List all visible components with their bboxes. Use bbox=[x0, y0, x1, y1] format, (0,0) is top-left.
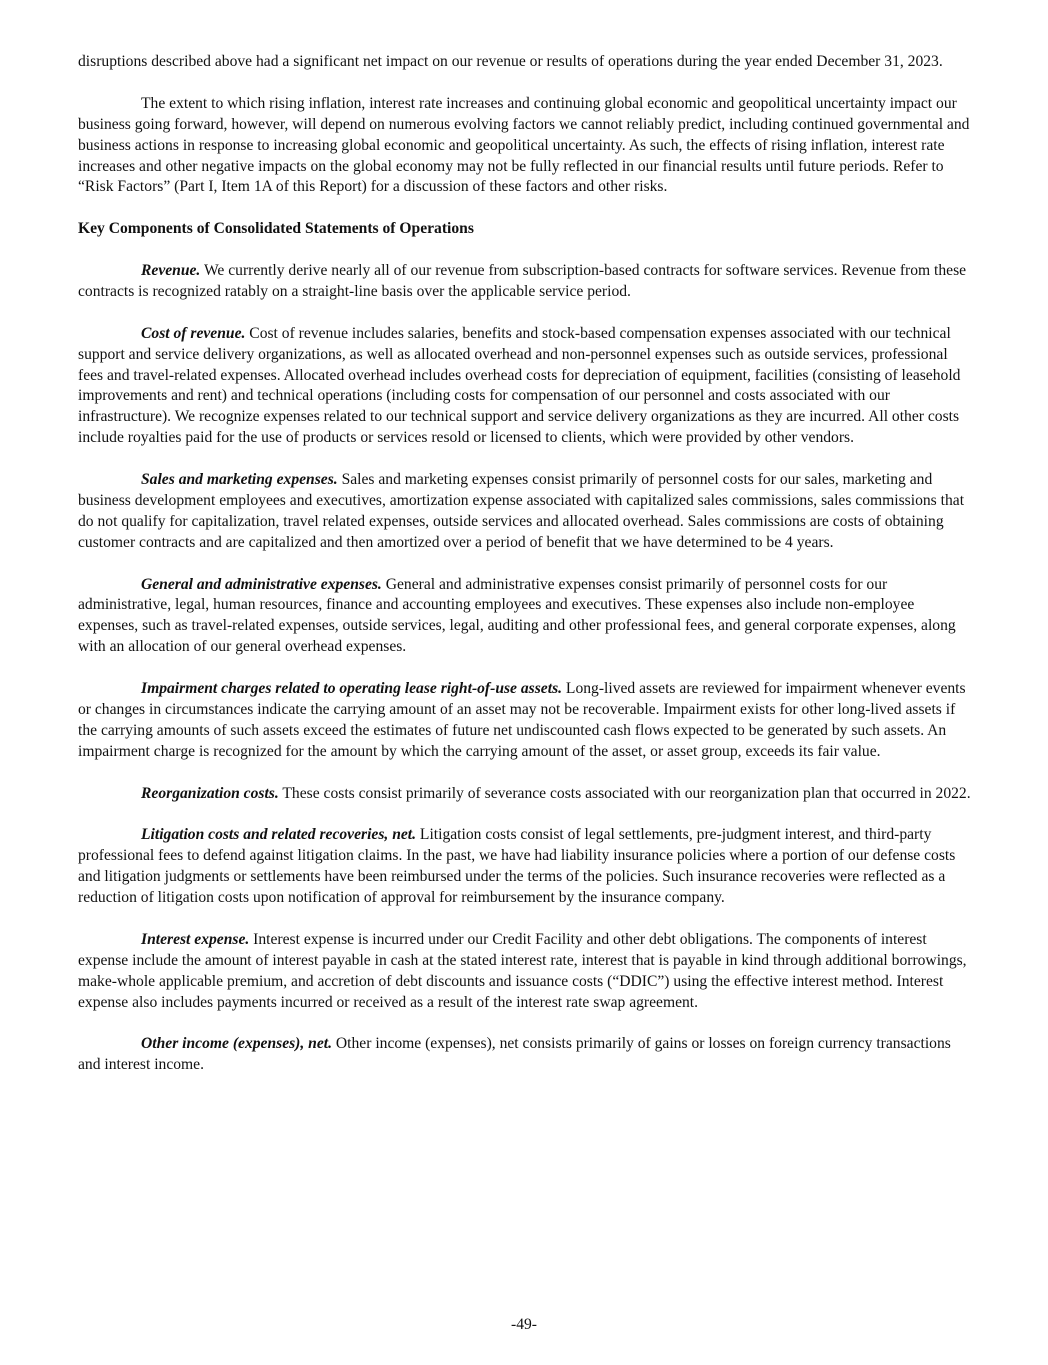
document-body bbox=[78, 52, 972, 1097]
item-text: These costs consist primarily of severance costs associated with our reorganization plan that occurred in 2022. bbox=[278, 784, 971, 802]
item-text: Litigation costs consist of legal settlements, pre-judgment interest, and third-party professional fees to defend against litigation claims. In the past, we have had liability insurance policies where a portion of our defense costs and litigation judgments or settlements have been reimbursed under the terms of the policies. Such insurance recoveries were reflected as a reduction of litigation costs upon notification of approval for reimbursement by the insurance company. bbox=[78, 826, 956, 907]
section-heading: Key Components of Consolidated Statements of Operations bbox=[78, 220, 474, 238]
item-text: Other income (expenses), net consists primarily of gains or losses on foreign currency transactions and interest income. bbox=[78, 1035, 951, 1074]
item-text: Interest expense is incurred under our Credit Facility and other debt obligations. The components of interest expense include the amount of interest payable in cash at the stated interest rate, interest that is payable in kind through additional borrowings, make-whole applicable premium, and accretion of debt discounts and issuance costs (“DDIC”) using the effective interest method. Interest expense also includes payments incurred or received as a result of the interest rate swap agreement. bbox=[78, 930, 967, 1011]
item-term: Litigation costs and related recoveries, net. bbox=[141, 826, 417, 844]
item-term: Cost of revenue. bbox=[141, 324, 246, 342]
item-term: Other income (expenses), net. bbox=[141, 1035, 333, 1053]
item-litigation-costs bbox=[78, 825, 972, 909]
item-sales-marketing bbox=[78, 470, 972, 554]
page-number: -49- bbox=[511, 1316, 537, 1333]
item-term: Impairment charges related to operating lease right-of-use assets. bbox=[141, 680, 563, 698]
item-text: Sales and marketing expenses consist primarily of personnel costs for our sales, marketing and business development employees and executives, amortization expense associated with capitalized sales commissions, sales commissions that do not qualify for capitalization, travel related expenses, outside services and allocated overhead. Sales commissions are costs of obtaining customer contracts and are capitalized and then amortized over a period of benefit that we have determined to be 4 years. bbox=[78, 471, 965, 551]
item-general-administrative bbox=[78, 575, 972, 659]
item-text: Long-lived assets are reviewed for impairment whenever events or changes in circumstances indicate the carrying amount of an asset may not be recoverable. Impairment exists for other long-lived assets if the carrying amounts of such assets exceed the estimates of future net undiscounted cash flows expected to be generated by such assets. An impairment charge is recognized for the amount by which the carrying amount of the asset, or asset group, exceeds its fair value. bbox=[78, 680, 966, 760]
paragraph-continuation: disruptions described above had a significant net impact on our revenue or results of operations during the year ended December 31, 2023. bbox=[78, 53, 943, 70]
item-revenue bbox=[78, 261, 972, 303]
paragraph-inflation: The extent to which rising inflation, interest rate increases and continuing global economic and geopolitical uncertainty impact our business going forward, however, will depend on numerous evolving factors we cannot reliably predict, including continued governmental and business actions in response to increasing global economic and geopolitical uncertainty. As such, the effects of rising inflation, interest rate increases and other negative impacts on the global economy may not be fully reflected in our financial results until future periods. Refer to “Risk Factors” (Part I, Item 1A of this Report) for a discussion of these factors and other risks. bbox=[78, 94, 970, 196]
item-term: General and administrative expenses. bbox=[141, 575, 382, 593]
item-term: Interest expense. bbox=[141, 930, 250, 948]
item-interest-expense bbox=[78, 930, 972, 1014]
item-text: Cost of revenue includes salaries, benefits and stock-based compensation expenses associated with our technical support and service delivery organizations, as well as allocated overhead and non-personnel expenses such as outside services, professional fees and travel-related expenses. Allocated overhead includes overhead costs for depreciation of equipment, facilities (consisting of leasehold improvements and rent) and technical operations (including costs for compensation of our personnel and costs associated with our infrastructure). We recognize expenses related to our technical support and service delivery organizations as they are incurred. All other costs include royalties paid for the use of products or services resold or licensed to clients, which were provided by other vendors. bbox=[78, 324, 961, 447]
item-cost-of-revenue bbox=[78, 324, 972, 449]
item-other-income bbox=[78, 1034, 972, 1076]
item-impairment-charges bbox=[78, 679, 972, 763]
item-term: Sales and marketing expenses. bbox=[141, 471, 338, 489]
item-text: We currently derive nearly all of our revenue from subscription-based contracts for software services. Revenue from these contracts is recognized ratably on a straight-line basis over the applicable service period. bbox=[78, 262, 967, 300]
item-reorganization-costs bbox=[78, 784, 972, 805]
item-text: General and administrative expenses consist primarily of personnel costs for our administrative, legal, human resources, finance and accounting employees and executives. These expenses also include non-employee expenses, such as travel-related expenses, outside services, legal, auditing and other professional fees, and general corporate expenses, along with an allocation of our general overhead expenses. bbox=[78, 575, 956, 656]
item-term: Reorganization costs. bbox=[141, 784, 279, 802]
item-term: Revenue. bbox=[141, 262, 201, 280]
